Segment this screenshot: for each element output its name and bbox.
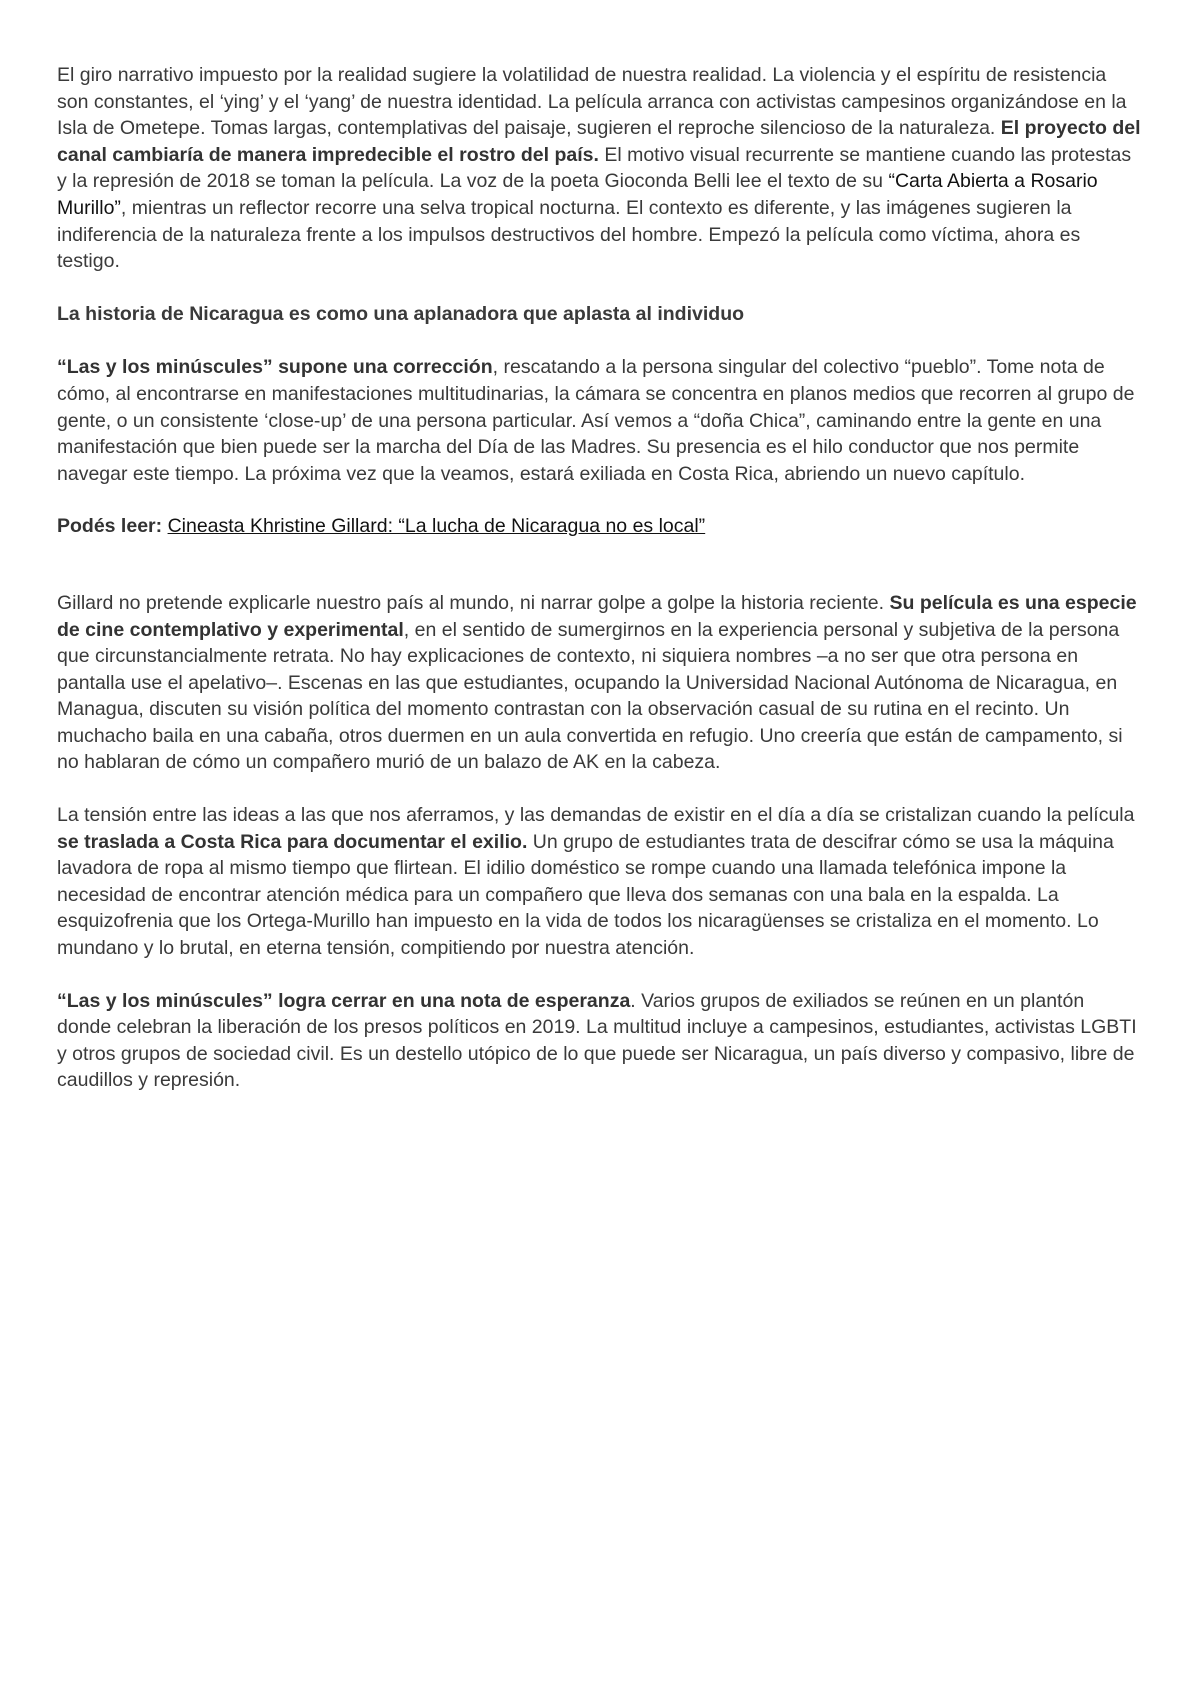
section-heading (57, 301, 1142, 328)
text-segment: , mientras un reflector recorre una selva tropical nocturna. El contexto es diferente, y las imágenes sugieren la indiferencia de la naturaleza frente a los impulsos destructivos del hombre. Empezó la película como víctima, ahora es testigo. (57, 196, 1081, 273)
text-segment: . Varios grupos de exiliados se reúnen en un plantón donde celebran la liberación de los presos políticos en 2019. La multitud incluye a campesinos, estudiantes, activistas LGBTI y otros grupos de sociedad civil. Es un destello utópico de lo que puede ser Nicaragua, un país diverso y compasivo, libre de caudillos y represión. (57, 989, 1137, 1092)
text-segment: , en el sentido de sumergirnos en la experiencia personal y subjetiva de la persona que circunstancialmente retrata. No hay explicaciones de contexto, ni siquiera nombres –a no ser que otra persona en pantalla use el apelativo–. Escenas en las que estudiantes, ocupando la Universidad Nacional Autónoma de Nicaragua, en Managua, discuten su visión política del momento contrastan con la observación casual de su rutina en el recinto. Un muchacho baila en una cabaña, otros duermen en un aula convertida en refugio. Uno creería que están de campamento, si no hablaran de cómo un compañero murió de un balazo de AK en la cabeza. (57, 618, 1123, 774)
article-body (57, 62, 1142, 1120)
text-segment: Un grupo de estudiantes trata de descifrar cómo se usa la máquina lavadora de ropa al mismo tiempo que flirtean. El idilio doméstico se rompe cuando una llamada telefónica impone la necesidad de encontrar atención médica para un compañero que lleva dos semanas con una bala en la espalda. La esquizofrenia que los Ortega-Murillo han impuesto en la vida de todos los nicaragüenses se cristaliza en el momento. Lo mundano y lo brutal, en eterna tensión, compitiendo por nuestra atención. (57, 830, 1114, 960)
text-segment: “Carta Abierta a Rosario Murillo” (57, 170, 1098, 219)
text-segment: , rescatando a la persona singular del colectivo “pueblo”. Tome nota de cómo, al encontrarse en manifestaciones multitudinarias, la cámara se concentra en planos medios que recorren al grupo de gente, o un consistente ‘close-up’ de una persona particular. Así vemos a “doña Chica”, caminando entre la gente en una manifestación que bien puede ser la marcha del Día de las Madres. Su presencia es el hilo conductor que nos permite navegar este tiempo. La próxima vez que la veamos, estará exiliada en Costa Rica, abriendo un nuevo capítulo. (57, 356, 1135, 485)
bold-text: Su película es una especie de cine contemplativo y experimental (57, 591, 1137, 641)
text-segment: El motivo visual recurrente se mantiene cuando las protestas y la represión de 2018 se toman la película. La voz de la poeta Gioconda Belli lee el texto de su (57, 143, 1132, 193)
bold-text: El proyecto del canal cambiaría de manera impredecible el rostro del país. (57, 117, 1141, 166)
bold-text: se traslada a Costa Rica para documentar el exilio. (57, 830, 528, 853)
bold-text: “Las y los minúscules” logra cerrar en una nota de esperanza (57, 989, 631, 1012)
bold-text: “Las y los minúscules” supone una corrección (57, 356, 493, 379)
article-paragraph (57, 802, 1142, 962)
text-segment: La historia de Nicaragua es como una aplanadora que aplasta al individuo (57, 302, 745, 325)
article-paragraph (57, 590, 1142, 776)
text-segment: La tensión entre las ideas a las que nos aferramos, y las demandas de existir en el día a día se cristalizan cuando la película (57, 804, 1135, 827)
related-article-link[interactable]: Cineasta Khristine Gillard: “La lucha de Nicaragua no es local” (167, 515, 706, 538)
read-more-paragraph (57, 513, 1142, 540)
text-segment: Gillard no pretende explicarle nuestro país al mundo, ni narrar golpe a golpe la historia reciente. (57, 591, 890, 614)
article-paragraph (57, 988, 1142, 1094)
article-paragraph (57, 62, 1142, 275)
article-paragraph (57, 354, 1142, 487)
bold-text: Podés leer: (57, 515, 163, 538)
text-segment: El giro narrativo impuesto por la realidad sugiere la volatilidad de nuestra realidad. La violencia y el espíritu de resistencia son constantes, el ‘ying’ y el ‘yang’ de nuestra identidad. La película arranca con activistas campesinos organizándose en la Isla de Ometepe. Tomas largas, contemplativas del paisaje, sugieren el reproche silencioso de la naturaleza. (57, 64, 1127, 140)
